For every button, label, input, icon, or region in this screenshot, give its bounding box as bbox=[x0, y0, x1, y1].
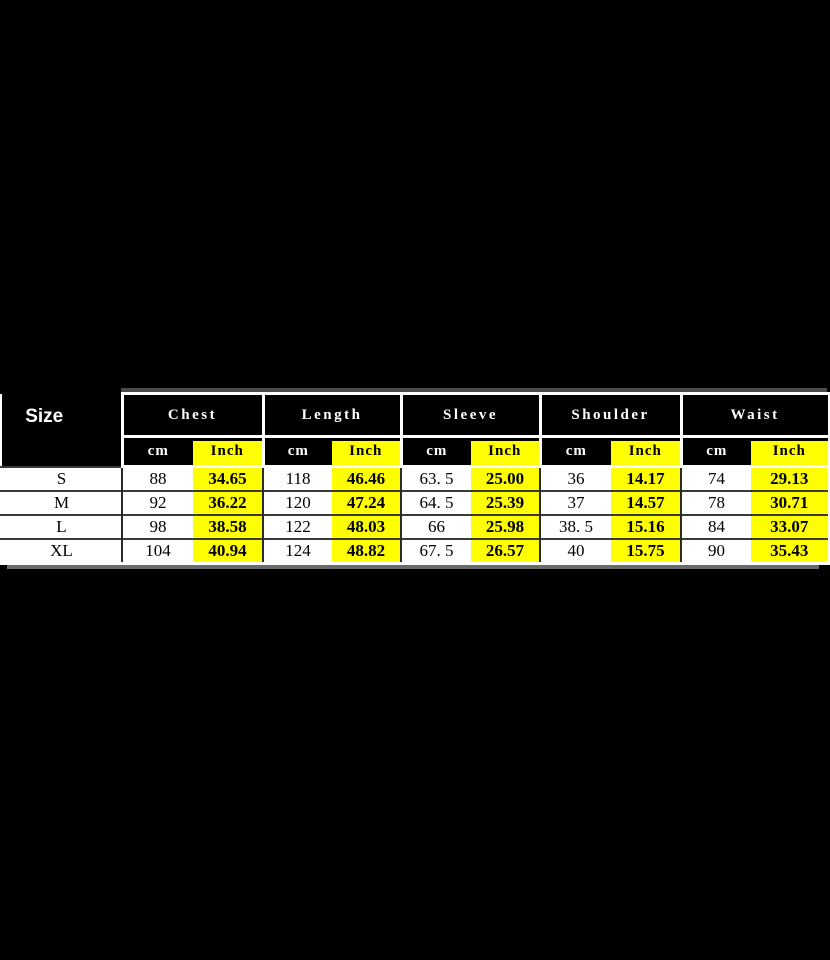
shoulder-cm-value: 36 bbox=[540, 467, 611, 492]
chest-cm-value: 98 bbox=[122, 515, 193, 539]
waist-cm-value: 78 bbox=[681, 491, 751, 515]
chest-inch-value: 36.22 bbox=[193, 491, 263, 515]
length-inch-value: 48.82 bbox=[332, 539, 401, 564]
waist-cm-header: cm bbox=[681, 437, 751, 467]
sleeve-cm-value: 64. 5 bbox=[401, 491, 471, 515]
shoulder-cm-value: 37 bbox=[540, 491, 611, 515]
size-label: M bbox=[1, 491, 122, 515]
shoulder-inch-header: Inch bbox=[611, 437, 681, 467]
shoulder-inch-value: 15.16 bbox=[611, 515, 681, 539]
group-header-waist: Waist bbox=[681, 394, 829, 437]
waist-inch-value: 29.13 bbox=[751, 467, 829, 492]
chest-cm-value: 88 bbox=[122, 467, 193, 492]
waist-inch-header: Inch bbox=[751, 437, 829, 467]
sleeve-cm-header: cm bbox=[401, 437, 471, 467]
length-inch-header: Inch bbox=[332, 437, 401, 467]
group-header-row bbox=[1, 394, 829, 437]
sleeve-inch-value: 25.98 bbox=[471, 515, 540, 539]
length-inch-value: 46.46 bbox=[332, 467, 401, 492]
sleeve-cm-value: 63. 5 bbox=[401, 467, 471, 492]
table-bottom-shadow-line bbox=[7, 565, 819, 569]
shoulder-inch-value: 14.17 bbox=[611, 467, 681, 492]
length-cm-value: 118 bbox=[263, 467, 332, 492]
length-cm-value: 120 bbox=[263, 491, 332, 515]
table-row-xl bbox=[1, 539, 829, 564]
size-label: S bbox=[1, 467, 122, 492]
size-label: L bbox=[1, 515, 122, 539]
length-cm-value: 124 bbox=[263, 539, 332, 564]
waist-inch-value: 35.43 bbox=[751, 539, 829, 564]
waist-cm-value: 74 bbox=[681, 467, 751, 492]
group-header-chest: Chest bbox=[122, 394, 263, 437]
length-cm-header: cm bbox=[263, 437, 332, 467]
shoulder-inch-value: 14.57 bbox=[611, 491, 681, 515]
sleeve-cm-value: 67. 5 bbox=[401, 539, 471, 564]
waist-cm-value: 90 bbox=[681, 539, 751, 564]
shoulder-cm-header: cm bbox=[540, 437, 611, 467]
length-cm-value: 122 bbox=[263, 515, 332, 539]
chest-cm-value: 104 bbox=[122, 539, 193, 564]
table-row-m bbox=[1, 491, 829, 515]
waist-inch-value: 33.07 bbox=[751, 515, 829, 539]
sleeve-inch-value: 25.39 bbox=[471, 491, 540, 515]
table-top-shadow-line bbox=[121, 388, 827, 392]
unit-header-row bbox=[1, 437, 829, 467]
sleeve-cm-value: 66 bbox=[401, 515, 471, 539]
waist-cm-value: 84 bbox=[681, 515, 751, 539]
table-row-l bbox=[1, 515, 829, 539]
shoulder-cm-value: 40 bbox=[540, 539, 611, 564]
chest-inch-value: 40.94 bbox=[193, 539, 263, 564]
size-label: XL bbox=[1, 539, 122, 564]
size-corner-header: Size bbox=[1, 394, 122, 467]
table-row-s bbox=[1, 467, 829, 492]
chest-inch-header: Inch bbox=[193, 437, 263, 467]
sleeve-inch-header: Inch bbox=[471, 437, 540, 467]
group-header-sleeve: Sleeve bbox=[401, 394, 540, 437]
group-header-length: Length bbox=[263, 394, 401, 437]
chest-cm-header: cm bbox=[122, 437, 193, 467]
shoulder-inch-value: 15.75 bbox=[611, 539, 681, 564]
length-inch-value: 47.24 bbox=[332, 491, 401, 515]
shoulder-cm-value: 38. 5 bbox=[540, 515, 611, 539]
size-chart-container bbox=[0, 388, 830, 569]
group-header-shoulder: Shoulder bbox=[540, 394, 681, 437]
chest-inch-value: 38.58 bbox=[193, 515, 263, 539]
sleeve-inch-value: 25.00 bbox=[471, 467, 540, 492]
size-chart-table bbox=[0, 392, 830, 565]
chest-inch-value: 34.65 bbox=[193, 467, 263, 492]
waist-inch-value: 30.71 bbox=[751, 491, 829, 515]
sleeve-inch-value: 26.57 bbox=[471, 539, 540, 564]
chest-cm-value: 92 bbox=[122, 491, 193, 515]
length-inch-value: 48.03 bbox=[332, 515, 401, 539]
